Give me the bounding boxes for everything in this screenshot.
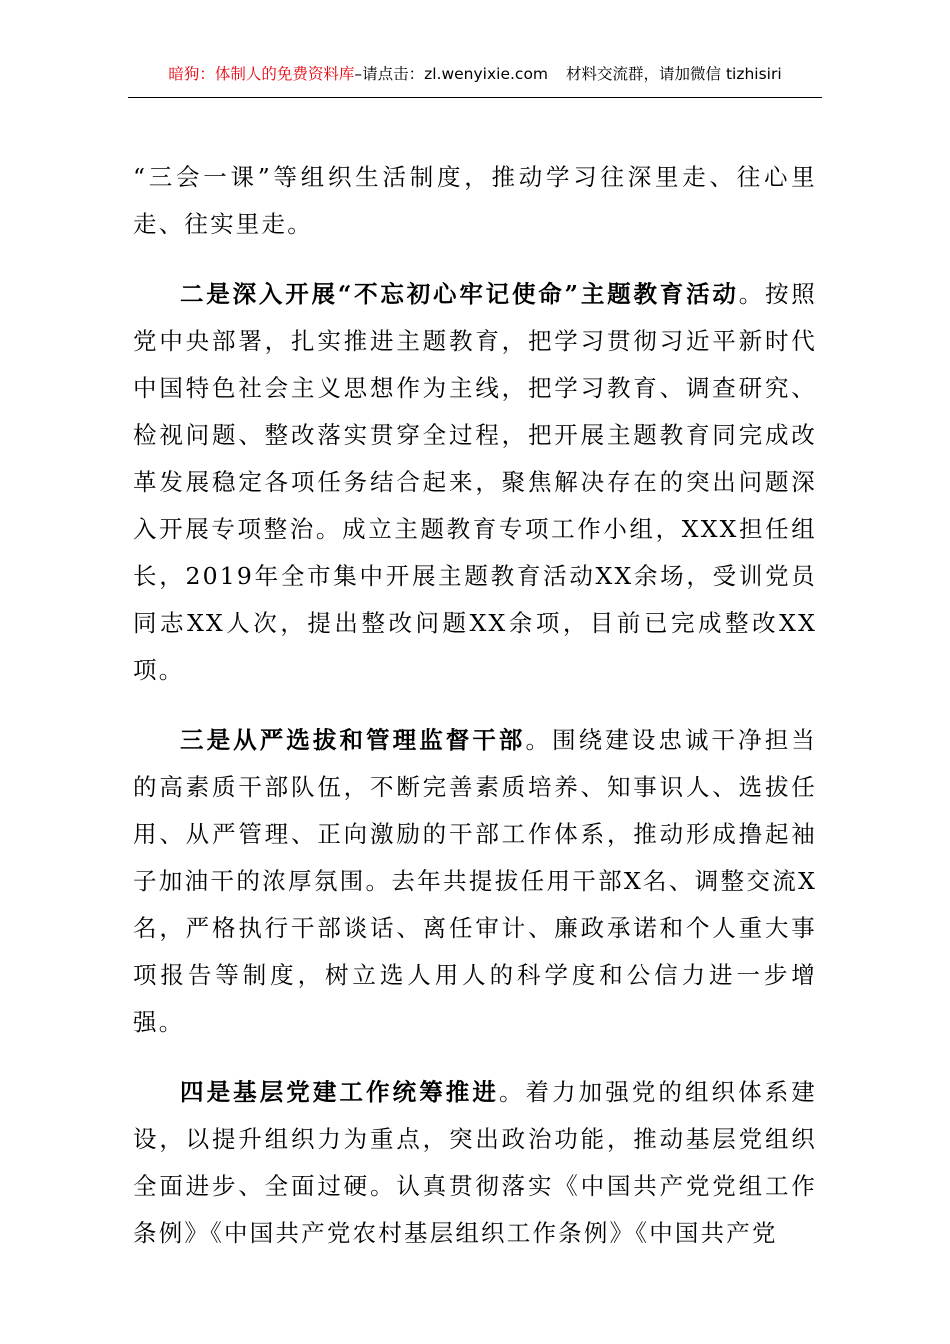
paragraph-body: 。围绕建设忠诚干净担当的高素质干部队伍，不断完善素质培养、知事识人、选拔任用、从严管理、正向激励的干部工作体系，推动形成撸起袖子加油干的浓厚氛围。去年共提拔任用干部X名、调整交流X名，严格执行干部谈话、离任审计、廉政承诺和个人重大事项报告等制度，树立选人用人的科学度和公信力进一步增强。 — [133, 726, 817, 1036]
paragraph-lead: 二是深入开展“不忘初心牢记使命”主题教育活动 — [180, 280, 739, 308]
paragraph-cadre-management — [133, 717, 817, 1046]
paragraph-body: 。着力加强党的组织体系建设，以提升组织力为重点，突出政治功能，推动基层党组织全面进步、全面过硬。认真贯彻落实《中国共产党党组工作条例》《中国共产党农村基层组织工作条例》《中国共产党 — [133, 1078, 817, 1247]
page-header — [128, 62, 822, 98]
paragraph-continuation — [133, 154, 817, 248]
paragraph-lead: 三是从严选拔和管理监督干部 — [180, 726, 526, 754]
document-body — [133, 154, 817, 1280]
site-label: 暗狗：体制人的免费资料库 — [168, 65, 355, 83]
click-label: –请点击： — [354, 65, 425, 83]
paragraph-grassroots-party — [133, 1069, 817, 1257]
site-url-link[interactable]: zl.wenyixie.com — [424, 65, 549, 83]
group-note: 材料交流群，请加微信 tizhisiri — [566, 65, 782, 83]
paragraph-lead: 四是基层党建工作统筹推进 — [180, 1078, 499, 1106]
paragraph-body: “三会一课”等组织生活制度，推动学习往深里走、往心里走、往实里走。 — [133, 163, 817, 238]
paragraph-theme-education — [133, 271, 817, 694]
paragraph-body: 。按照党中央部署，扎实推进主题教育，把学习贯彻习近平新时代中国特色社会主义思想作为主线，把学习教育、调查研究、检视问题、整改落实贯穿全过程，把开展主题教育同完成改革发展稳定各项任务结合起来，聚焦解决存在的突出问题深入开展专项整治。成立主题教育专项工作小组，XXX担任组长，2019年全市集中开展主题教育活动XX余场，受训党员同志XX人次，提出整改问题XX余项，目前已完成整改XX项。 — [133, 280, 817, 684]
